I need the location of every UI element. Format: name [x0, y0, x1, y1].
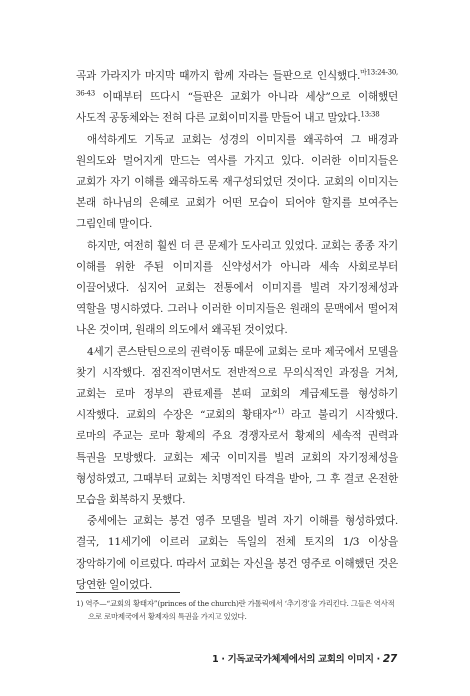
page-number: 27: [382, 653, 397, 665]
paragraph-4-text: 4세기 콘스탄틴으로의 권력이동 때문에 교회는 로마 제국에서 모델을 찾기 시작했다. 점진적이면서도 전반적으로 무의식적인 과정을 거쳐, 교회는 로마 정부의 관료제를 본떠 교회의 계급제도를 형성하기 시작했다. 교회의 수장은 “교회의 황태자”: [76, 345, 398, 422]
paragraph-3: 하지만, 여전히 훨씬 더 큰 문제가 도사리고 있었다. 교회는 종종 자기 이해를 위한 주된 이미지를 신약성서가 아니라 세속 사회로부터 이끌어냈다. 심지어 교회는 전통에서 이미지를 빌려 자기정체성과 역할을 명시하였다. 그러나 이러한 이미지들은 원래의 문맥에서 떨어져 나온 것이며, 원래의 의도에서 왜곡된 것이었다.: [76, 239, 398, 337]
paragraph-4: [76, 342, 398, 512]
paragraph-1: [76, 66, 398, 130]
scripture-reference: 마13:24-30, 36-43: [76, 68, 398, 98]
page-body: [76, 66, 398, 596]
paragraph-1-text-cont: 이때부터 뜨다시 “들판은 교회가 아니라 세상”으로 이해했던 사도적 공동체와는 전혀 다른 교회이미지를 만들어 내고 말았다.: [76, 91, 398, 125]
footnote-divider: [76, 592, 180, 593]
footnote-reference: 1): [277, 407, 284, 416]
paragraph-4-text-cont: 라고 불리기 시작했다. 로마의 주교는 로마 황제의 주요 경쟁자로서 황제의 세속적 권력과 특권을 모방했다. 교회는 제국 이미지를 빌려 교회의 자기정체성을 형성하였고, 그때부터 교회는 치명적인 타격을 받아, 그 후 결코 온전한 모습을 회복하지 못했다.: [76, 409, 399, 507]
page-footer: [212, 651, 397, 665]
footnote: 1) 역주—“교회의 황태자”(princes of the church)란 가톨릭에서 ‘추기경’을 가리킨다. 그들은 역사적으로 로마제국에서 황제자의 특권을 가지고 있었다.: [76, 599, 395, 621]
paragraph-5: 중세에는 교회는 봉건 영주 모델을 빌려 자기 이해를 형성하였다. 결국, 11세기에 이르러 교회는 독일의 전체 토지의 1/3 이상을 장악하기에 이르렀다. 따라서 교회는 자신을 봉건 영주로 이해했던 것은 당연한 일이었다.: [76, 515, 398, 591]
paragraph-2: 애석하게도 기독교 교회는 성경의 이미지를 왜곡하여 그 배경과 원의도와 멀어지게 만드는 역사를 가지고 있다. 이러한 이미지들은 교회가 자기 이해를 왜곡하도록 재구성되었던 것이다. 교회의 이미지는 본래 하나님의 은혜로 교회가 어떤 모습이 되어야 할지를 보여주는 그림인데 말이다.: [76, 133, 398, 231]
running-footer-chapter: 1 · 기독교국가체제에서의 교회의 이미지 ·: [212, 654, 380, 665]
paragraph-1-text: 곡과 가라지가 마지막 때까지 함께 자라는 들판으로 인식했다.: [76, 70, 361, 82]
scripture-reference: 13:38: [360, 110, 380, 119]
